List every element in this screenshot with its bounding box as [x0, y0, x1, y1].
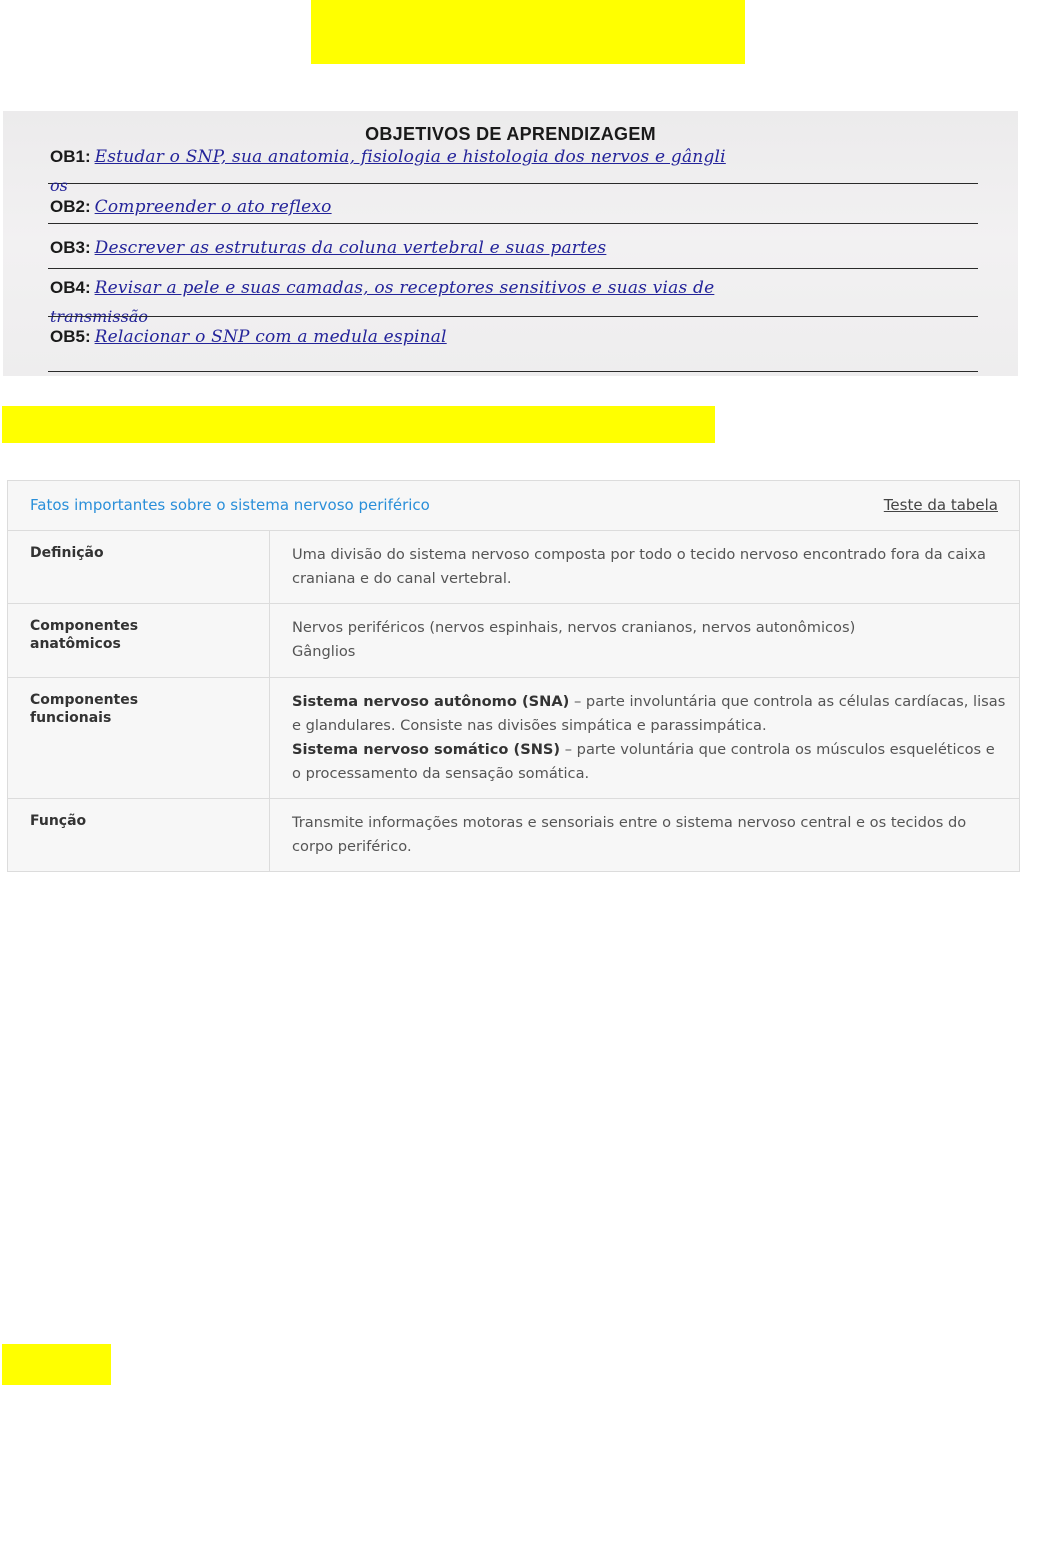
ruled-line	[48, 268, 978, 269]
row-value	[292, 690, 1007, 786]
term-description: – parte involuntária que controla as células cardíacas, lisas e glandulares. Consiste nas divisões simpática e parassimpática.	[292, 693, 1006, 734]
row-label: Componentes funcionais	[30, 692, 139, 726]
ruled-line	[48, 223, 978, 224]
table-row-componentes-anatomicos	[8, 604, 1019, 678]
learning-objectives-worksheet	[3, 111, 1018, 376]
term-sns: Sistema nervoso somático (SNS)	[292, 741, 561, 758]
table-quiz-link[interactable]: Teste da tabela	[883, 496, 998, 514]
highlight-block-top	[311, 0, 745, 64]
row-value: Uma divisão do sistema nervoso composta por todo o tecido nervoso encontrado fora da caixa craniana e do canal vertebral.	[292, 546, 986, 587]
objective-1	[50, 147, 990, 167]
ruled-line	[48, 183, 978, 184]
objective-2	[50, 197, 990, 217]
objective-5	[50, 327, 990, 347]
objective-handwriting: Compreender o ato reflexo	[94, 197, 332, 217]
ruled-line	[48, 316, 978, 317]
objective-1-continuation: os	[50, 176, 68, 195]
facts-table-header	[8, 481, 1019, 531]
objective-handwriting: Relacionar o SNP com a medula espinal	[94, 327, 447, 347]
row-label: Função	[30, 813, 87, 829]
row-label: Componentes anatômicos	[30, 618, 139, 652]
objective-handwriting: Revisar a pele e suas camadas, os receptores sensitivos e suas vias de	[94, 278, 715, 298]
table-row-definicao	[8, 531, 1019, 604]
table-row-componentes-funcionais	[8, 678, 1019, 799]
term-description: – parte voluntária que controla os músculos esqueléticos e o processamento da sensação somática.	[292, 741, 995, 782]
highlight-block-bottom	[2, 1344, 111, 1385]
objective-label: OB2:	[50, 197, 91, 216]
worksheet-title: OBJETIVOS DE APRENDIZAGEM	[365, 124, 656, 144]
facts-table-card	[7, 480, 1020, 872]
ruled-line	[48, 371, 978, 372]
facts-table-title: Fatos importantes sobre o sistema nervoso periférico	[30, 496, 430, 514]
row-value: Transmite informações motoras e sensoriais entre o sistema nervoso central e os tecidos do corpo periférico.	[292, 814, 967, 855]
term-sna: Sistema nervoso autônomo (SNA)	[292, 693, 570, 710]
objective-label: OB3:	[50, 238, 91, 257]
row-value-line: Gânglios	[292, 643, 356, 660]
objective-4	[50, 278, 990, 298]
row-value-line: Nervos periféricos (nervos espinhais, nervos cranianos, nervos autonômicos)	[292, 619, 856, 636]
table-row-funcao	[8, 799, 1019, 872]
objective-3	[50, 238, 990, 258]
objective-label: OB5:	[50, 327, 91, 346]
row-label: Definição	[30, 545, 104, 561]
highlight-block-middle	[2, 406, 715, 443]
objective-label: OB4:	[50, 278, 91, 297]
row-value-item	[292, 690, 1007, 738]
row-value-item	[292, 738, 1007, 786]
objective-4-continuation: transmissão	[50, 307, 149, 326]
objective-label: OB1:	[50, 147, 91, 166]
objective-handwriting: Estudar o SNP, sua anatomia, fisiologia e histologia dos nervos e gângli	[94, 147, 726, 167]
row-value	[292, 616, 1007, 664]
objective-handwriting: Descrever as estruturas da coluna vertebral e suas partes	[94, 238, 607, 258]
